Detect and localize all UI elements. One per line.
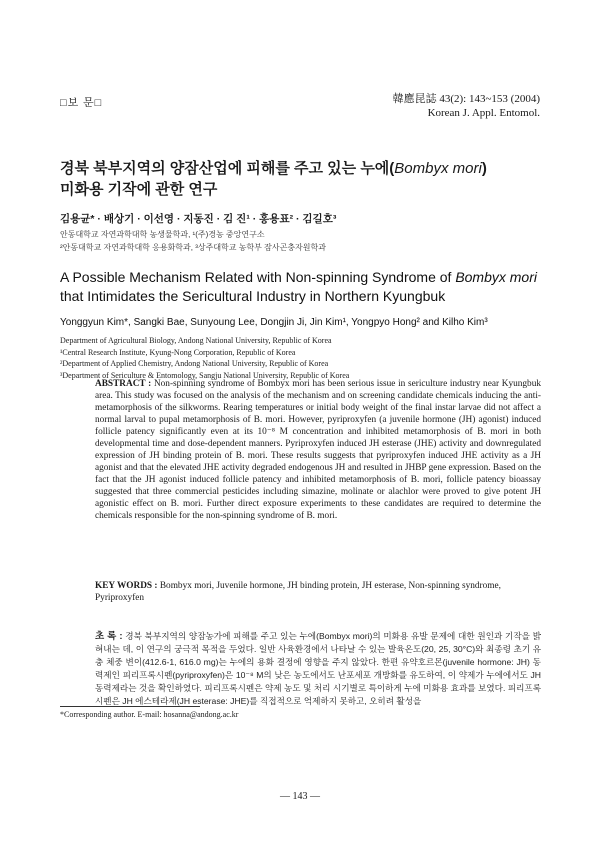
affiliations-korean	[60, 228, 326, 254]
affiliation-kr: ²안동대학교 자연과학대학 응용화학과, ³상주대학교 농학부 잠사곤충자원학과	[60, 243, 326, 252]
section-label: □보 문□	[60, 97, 103, 109]
title-en-line1	[60, 268, 560, 287]
footnote-divider	[60, 706, 200, 707]
title-kr-text: 경북 북부지역의 양잠산업에 피해를 주고 있는 누에(	[60, 160, 395, 177]
affiliation-kr: 안동대학교 자연과학대학 농생물학과, ¹(주)경농 중앙연구소	[60, 230, 265, 239]
citation: 43(2): 143~153 (2004)	[439, 93, 540, 105]
abstract	[95, 378, 541, 522]
corresponding-author-footnote: *Corresponding author. E-mail: hosanna@andong.ac.kr	[60, 710, 239, 719]
summary-text: 경북 북부지역의 양잠농가에 피해를 주고 있는 누에(Bombyx mori)의 미화용 유발 문제에 대한 원인과 기작을 밝혀내는 데, 이 연구의 궁극적 목적을 두었다. 일반 사육환경에서 나타날 수 있는 발육온도(20, 25, 30°C)와 최종령 초기 유충 체중 변이(412.6-1, 616.0 mg)는 누에의 용화 결정에 영향을 주지 않았다. 한편 유약호르몬(juvenile hormone: JH) 동력제인 피리프록시펜(pyriproxyfen)은 10⁻⁸ M의 낮은 농도에서도 난포세포 개방화를 유도하여, 이 약제가 누에에서도 JH 동력제라는 것을 확인하였다. 피리프록시펜은 약제 농도 및 처리 시기별로 특이하게 누에 미화용 효과를 보였다. 피리프록시펜은 JH 에스테라제(JH esterase: JHE)를 직접적으로 억제하지 못하고, 오히려 활성을	[95, 631, 542, 706]
journal-name-en: Korean J. Appl. Entomol.	[427, 107, 540, 119]
abstract-label: ABSTRACT :	[95, 379, 152, 389]
affiliation-en: Department of Agricultural Biology, Andong National University, Republic of Korea	[60, 336, 332, 345]
title-korean	[60, 158, 550, 200]
title-en-line2: that Intimidates the Sericultural Industry in Northern Kyungbuk	[60, 288, 446, 304]
title-kr-paren: )	[481, 160, 487, 177]
authors-korean: 김용균* · 배상기 · 이선영 · 지동진 · 김 진¹ · 홍용표² · 김길호³	[60, 213, 337, 225]
journal-name-kr: 韓應昆誌	[392, 93, 437, 105]
authors-english: Yonggyun Kim*, Sangki Bae, Sunyoung Lee, Dongjin Ji, Jin Kim¹, Yongpyo Hong² and Kilho Kim³	[60, 317, 488, 328]
summary-label: 초 록 :	[95, 631, 123, 642]
summary-korean	[95, 630, 541, 708]
keywords-text: Bombyx mori, Juvenile hormone, JH binding protein, JH esterase, Non-spinning syndrome, Pyriproxyfen	[95, 581, 501, 603]
keywords	[95, 580, 541, 604]
affiliation-en: ²Department of Applied Chemistry, Andong National University, Republic of Korea	[60, 359, 329, 368]
affiliation-en: ³Department of Sericulture & Entomology, Sangju National University, Republic of Korea	[60, 370, 350, 380]
journal-header	[393, 92, 540, 120]
title-english	[60, 268, 560, 306]
affiliations-english	[60, 335, 349, 381]
title-en-species: Bombyx mori	[455, 269, 537, 285]
title-en-text: A Possible Mechanism Related with Non-spinning Syndrome of	[60, 269, 456, 285]
page-number: — 143 —	[280, 791, 320, 802]
affiliation-en: ¹Central Research Institute, Kyung-Nong Corporation, Republic of Korea	[60, 347, 296, 357]
title-kr-line2: 미화용 기작에 관한 연구	[60, 181, 218, 198]
abstract-text: Non-spinning syndrome of Bombyx mori has been serious issue in sericulture industry near Kyungbuk area. This study was focused on the analysis of the mechanism and on screening candidate chemicals inducing the anti-metamorphosis of the silkworms. Rearing temperatures or initial body weight of the final instar larvae did not affect a normal larval to pupal metamorphosis of B. mori. However, pyriproxyfen (a juvenile hormone (JH) agonist) induced follicle patency significantly even at its 10⁻⁸ M concentration and inhibited metamorphosis of B. mori in both developmental time and dose-dependent manners. Pyriproxyfen induced JH esterase (JHE) activity and downregulated expression of JH binding protein of B. mori. These results suggests that pyriproxyfen induced JHE activity as a JH agonist and that the elevated JHE activity degraded endogenous JH and resulted in JHBP gene expression. Based on the fact that the JH agonist induced follicle patency and inhibited metamorphosis of B. mori, follicle patency bioassay suggested that three commercial pesticides including simazine, molinate or alachlor were proved to give potent JH agonistic effect on B. mori. Further direct exposure experiments to these candidates are required to determine the chemicals responsible for the non-spinning syndrome of B. mori.	[95, 379, 541, 521]
title-kr-species: Bombyx mori	[394, 160, 482, 177]
title-kr-line1	[60, 158, 550, 179]
citation-line	[393, 92, 540, 106]
keywords-label: KEY WORDS :	[95, 581, 158, 591]
